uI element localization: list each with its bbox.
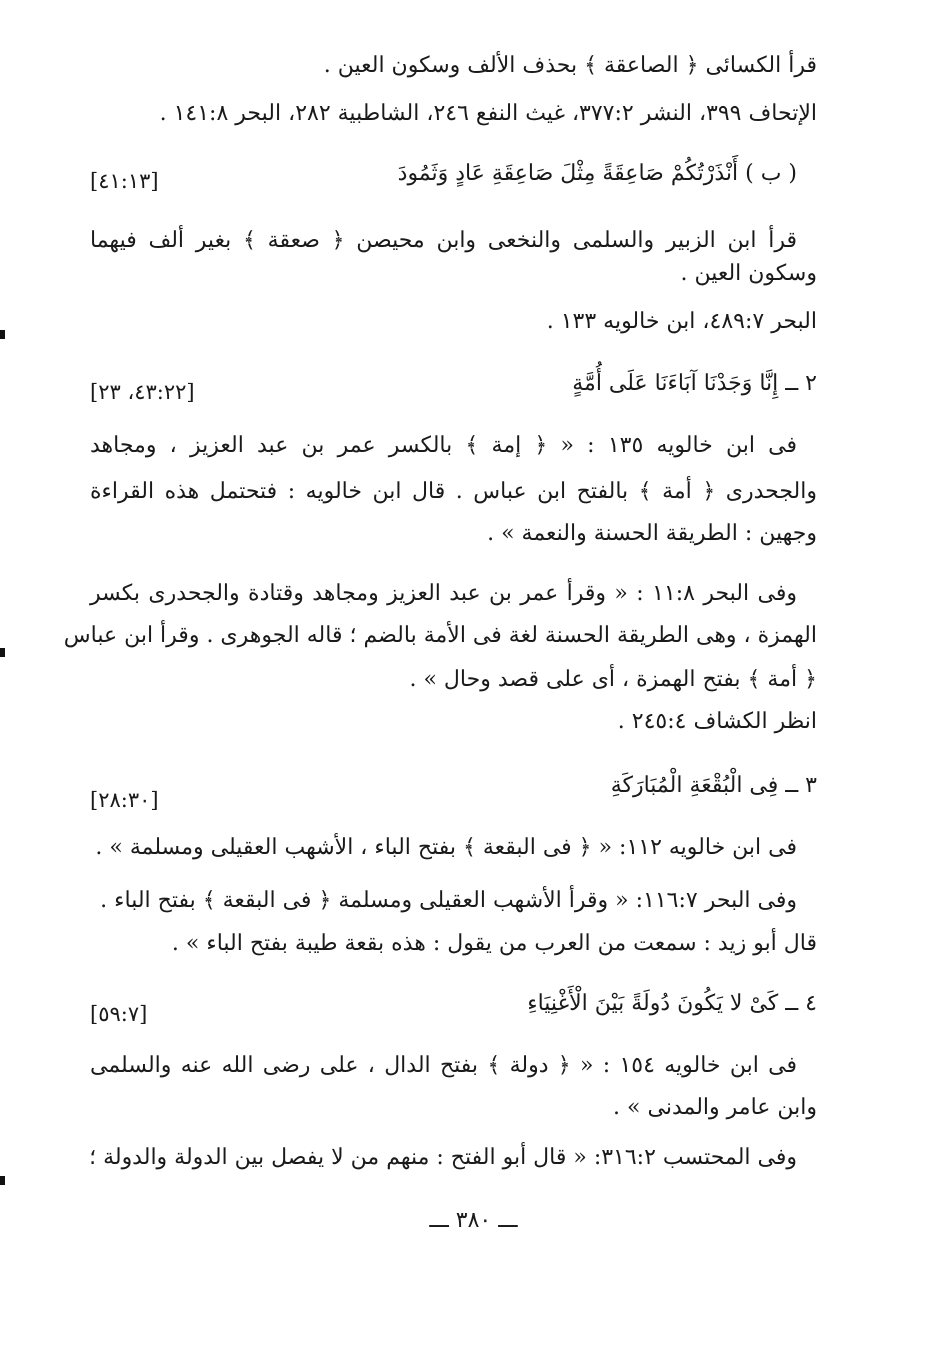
text-line: وفى البحر ١١٦:٧: « وقرأ الأشهب العقيلى ومسلمة ﴿ فى البقعة ﴾ بفتح الباء .	[100, 888, 797, 913]
text-line: وسكون العين .	[680, 261, 817, 286]
text-line: فى ابن خالويه ١١٢: « ﴿ فى البقعة ﴾ بفتح الباء ، الأشهب العقيلى ومسلمة » .	[95, 835, 797, 860]
text-line: قرأ الكسائى ﴿ الصاعقة ﴾ بحذف الألف وسكون العين .	[323, 53, 817, 78]
margin-mark	[0, 648, 5, 657]
text-line: وفى المحتسب ٣١٦:٢: « قال أبو الفتح : منهم من لا يفصل بين الدولة والدولة ؛	[89, 1145, 797, 1170]
text-line: قرأ ابن الزبير والسلمى والنخعى وابن محيصن ﴿ صعقة ﴾ بغير ألف فيهما	[90, 228, 797, 253]
text-line: ﴿ أمة ﴾ بفتح الهمزة ، أى على قصد وحال » .	[409, 667, 817, 692]
text-line: والجحدرى ﴿ أمة ﴾ بالفتح ابن عباس . قال ابن خالويه : فتحتمل هذه القراءة	[90, 479, 817, 504]
text-line: قال أبو زيد : سمعت من العرب من يقول : هذه بقعة طيبة بفتح الباء » .	[171, 931, 817, 956]
margin-mark	[0, 330, 5, 339]
text-line: الإتحاف ٣٩٩، النشر ٣٧٧:٢، غيث النفع ٢٤٦، الشاطبية ٢٨٢، البحر ١٤١:٨ .	[159, 101, 817, 126]
verse-line: ٢ ــ إِنَّا وَجَدْنَا آبَاءَنَا عَلَى أُمَّةٍ	[572, 371, 817, 396]
text-line: فى ابن خالويه ١٥٤ : « ﴿ دولة ﴾ بفتح الدال ، على رضى الله عنه والسلمى	[90, 1053, 797, 1078]
text-line: الهمزة ، وهى الطريقة الحسنة لغة فى الأمة بالضم ؛ قاله الجوهرى . وقرأ ابن عباس	[63, 623, 817, 648]
text-line: وفى البحر ١١:٨ : « وقرأ عمر بن عبد العزيز ومجاهد وقتادة والجحدرى بكسر	[90, 581, 797, 606]
text-line: فى ابن خالويه ١٣٥ : « ﴿ إمة ﴾ بالكسر عمر بن عبد العزيز ، ومجاهد	[90, 433, 798, 458]
verse-line: ٣ ــ فِى الْبُقْعَةِ الْمُبَارَكَةِ	[610, 773, 817, 798]
page-number: ـــ ٣٨٠ ـــ	[429, 1208, 518, 1233]
verse-reference: [٥٩:٧]	[90, 1002, 148, 1026]
text-line: وابن عامر والمدنى » .	[613, 1095, 817, 1120]
margin-mark	[0, 1176, 5, 1185]
verse-reference: [٤٣:٢٢، ٢٣]	[90, 380, 195, 404]
verse-line: ( ب ) أَنْذَرْتُكُمْ صَاعِقَةً مِثْلَ صَاعِقَةِ عَادٍ وَثَمُودَ	[397, 161, 797, 186]
text-line: وجهين : الطريقة الحسنة والنعمة » .	[487, 521, 817, 546]
verse-reference: [٢٨:٣٠]	[90, 788, 159, 812]
verse-line: ٤ ــ كَىْ لا يَكُونَ دُولَةً بَيْنَ الْأَغْنِيَاءِ	[527, 991, 817, 1016]
text-line: انظر الكشاف ٢٤٥:٤ .	[617, 709, 817, 734]
text-line: البحر ٤٨٩:٧، ابن خالويه ١٣٣ .	[546, 309, 817, 334]
verse-reference: [٤١:١٣]	[90, 169, 159, 193]
